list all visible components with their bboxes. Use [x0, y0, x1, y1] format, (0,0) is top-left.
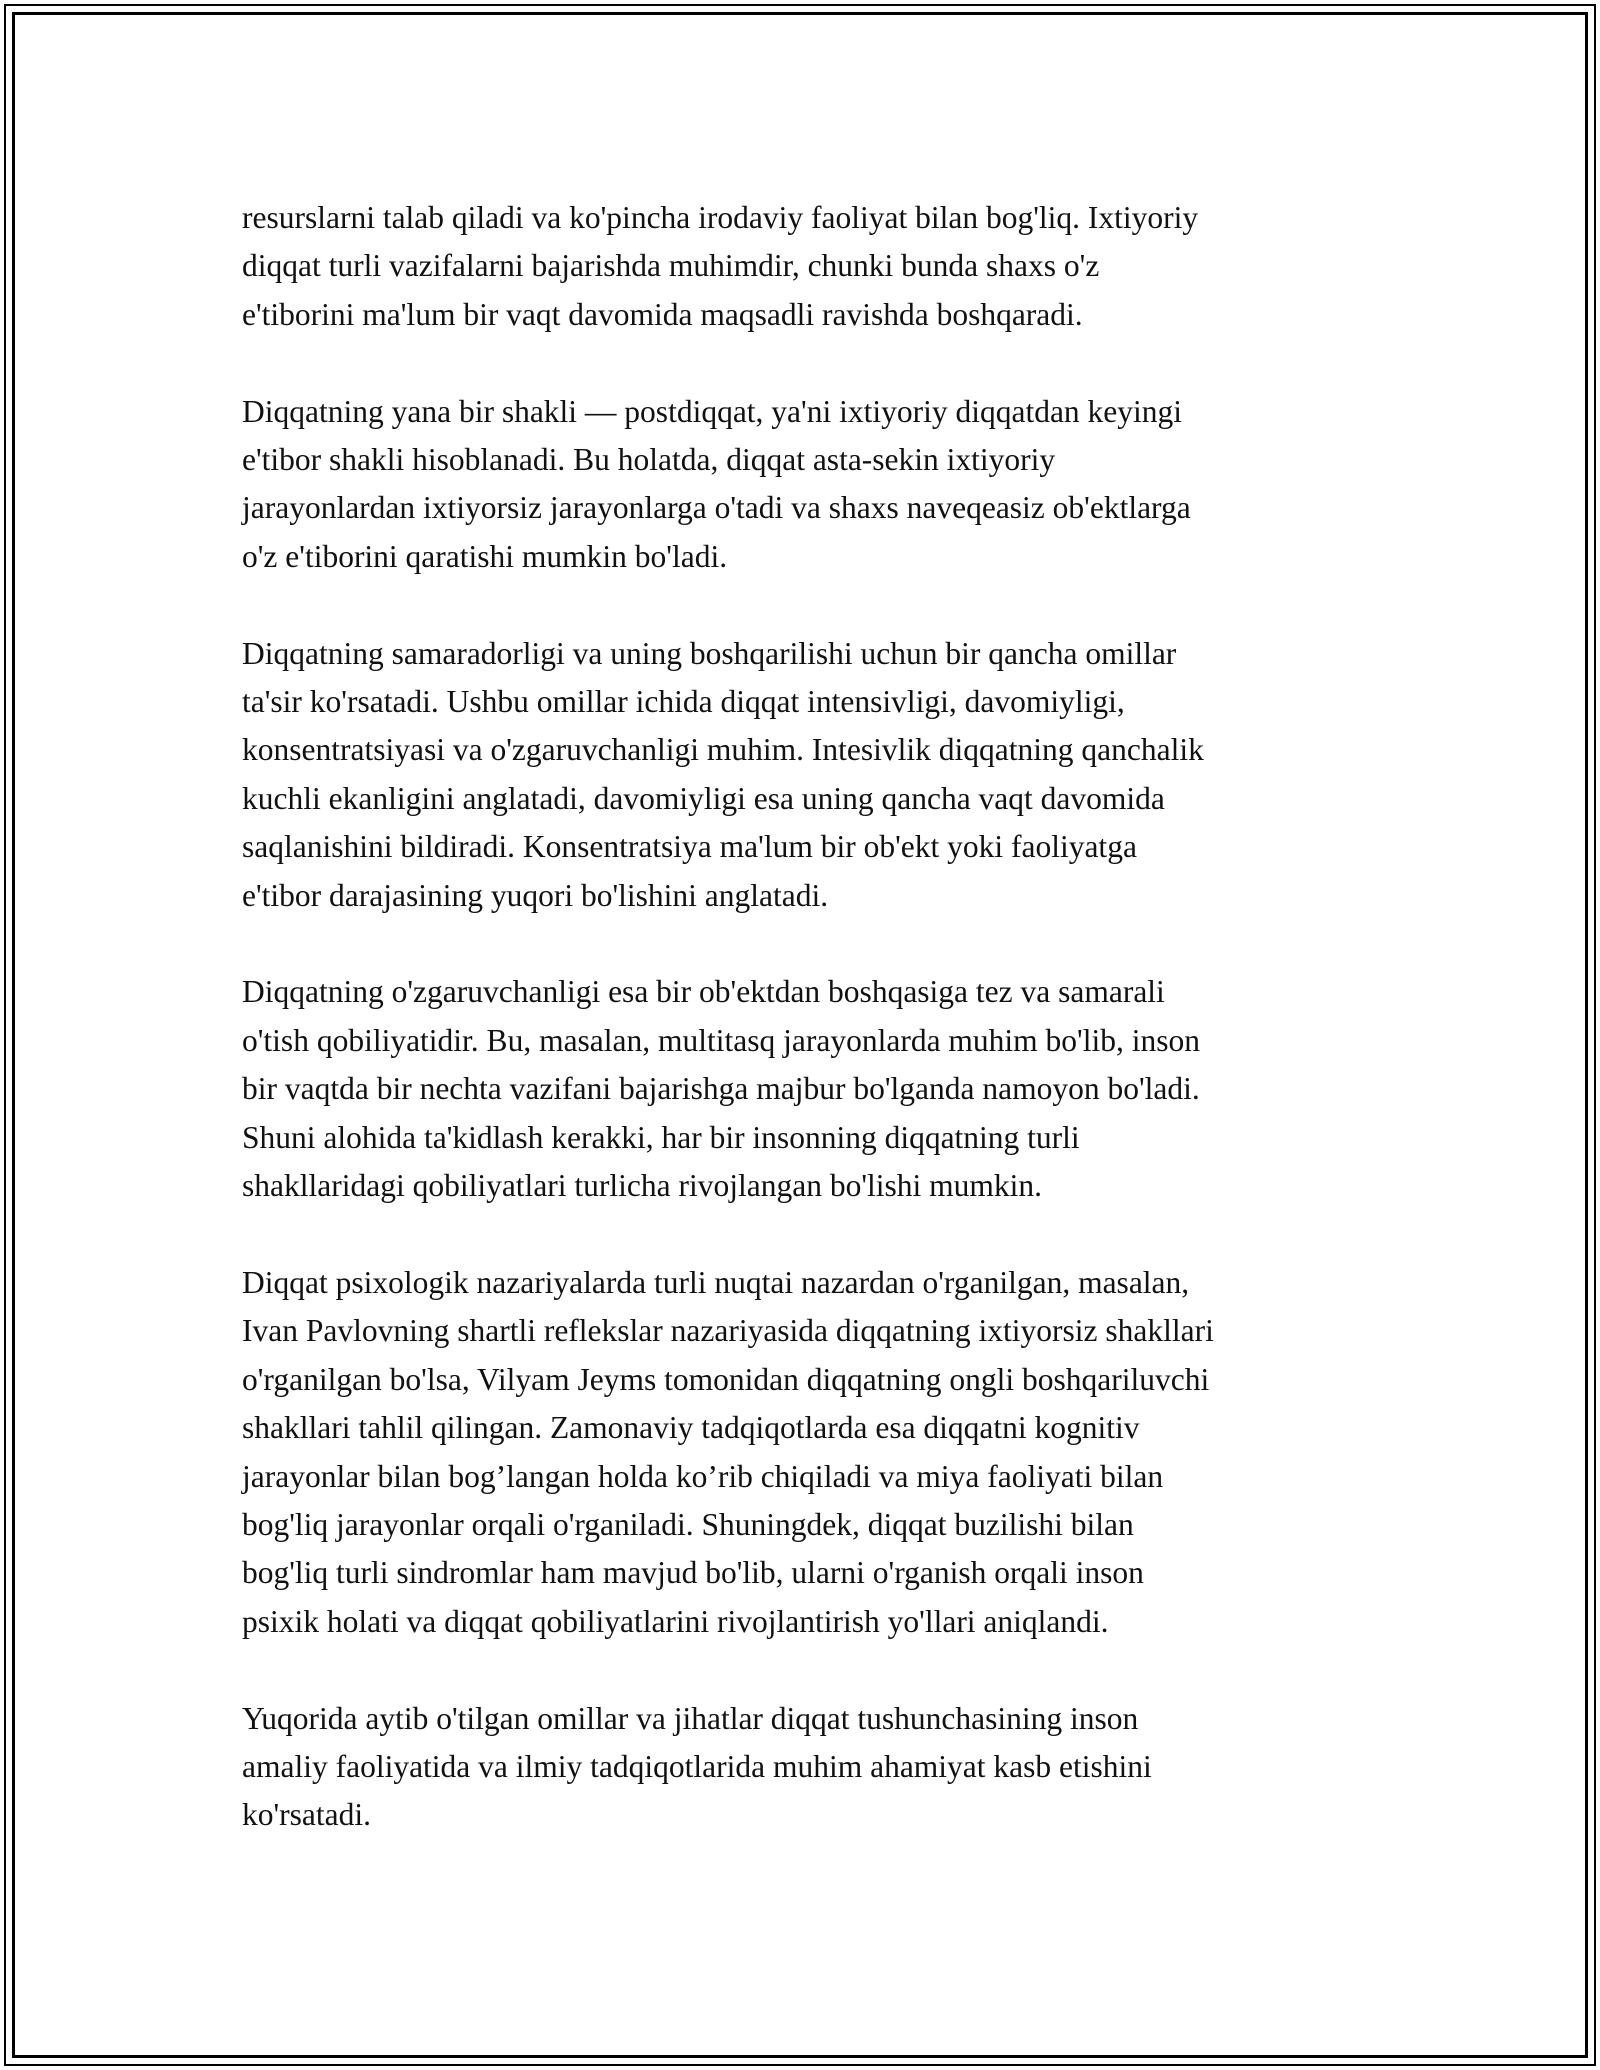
- text-line: Diqqatning yana bir shakli — postdiqqat, ya'ni ixtiyoriy diqqatdan keyingi: [242, 393, 1183, 429]
- text-line: bir vaqtda bir nechta vazifani bajarishga majbur bo'lganda namoyon bo'ladi.: [242, 1071, 1200, 1107]
- paragraph-6: [242, 1695, 1402, 1840]
- text-line: jarayonlardan ixtiyorsiz jarayonlarga o'tadi va shaxs naveqeasiz ob'ektlarga: [242, 490, 1191, 526]
- text-line: diqqat turli vazifalarni bajarishda muhimdir, chunki bunda shaxs o'z: [242, 248, 1100, 284]
- text-line: Diqqat psixologik nazariyalarda turli nuqtai nazardan o'rganilgan, masalan,: [242, 1264, 1190, 1300]
- text-line: o'z e'tiborini qaratishi mumkin bo'ladi.: [242, 538, 728, 574]
- paragraph-1: [242, 194, 1402, 339]
- text-line: bog'liq turli sindromlar ham mavjud bo'lib, ularni o'rganish orqali inson: [242, 1555, 1144, 1591]
- text-line: Yuqorida aytib o'tilgan omillar va jihatlar diqqat tushunchasining inson: [242, 1700, 1139, 1736]
- text-line: shakllari tahlil qilingan. Zamonaviy tadqiqotlarda esa diqqatni kognitiv: [242, 1410, 1140, 1446]
- text-line: Diqqatning o'zgaruvchanligi esa bir ob'ektdan boshqasiga tez va samarali: [242, 974, 1165, 1010]
- paragraph-5: [242, 1259, 1402, 1646]
- text-line: konsentratsiyasi va o'zgaruvchanligi muhim. Intesivlik diqqatning qanchalik: [242, 732, 1204, 768]
- text-line: saqlanishini bildiradi. Konsentratsiya ma'lum bir ob'ekt yoki faoliyatga: [242, 829, 1137, 865]
- text-line: o'rganilgan bo'lsa, Vilyam Jeyms tomonidan diqqatning ongli boshqariluvchi: [242, 1361, 1210, 1397]
- page-border: [4, 4, 1596, 2066]
- text-line: resurslarni talab qiladi va ko'pincha irodaviy faoliyat bilan bog'liq. Ixtiyoriy: [242, 200, 1199, 235]
- text-line: psixik holati va diqqat qobiliyatlarini rivojlantirish yo'llari aniqlandi.: [242, 1603, 1109, 1639]
- text-line: shakllaridagi qobiliyatlari turlicha rivojlangan bo'lishi mumkin.: [242, 1168, 1043, 1204]
- text-line: ta'sir ko'rsatadi. Ushbu omillar ichida diqqat intensivligi, davomiyligi,: [242, 684, 1125, 720]
- text-line: bog'liq jarayonlar orqali o'rganiladi. Shuningdek, diqqat buzilishi bilan: [242, 1506, 1134, 1542]
- document-body: [242, 194, 1402, 1888]
- text-line: e'tibor shakli hisoblanadi. Bu holatda, diqqat asta-sekin ixtiyoriy: [242, 442, 1056, 478]
- paragraph-4: [242, 968, 1402, 1210]
- text-line: kuchli ekanligini anglatadi, davomiyligi esa uning qancha vaqt davomida: [242, 780, 1165, 816]
- text-line: ko'rsatadi.: [242, 1797, 372, 1833]
- text-line: e'tiborini ma'lum bir vaqt davomida maqsadli ravishda boshqaradi.: [242, 296, 1083, 332]
- text-line: jarayonlar bilan bog’langan holda ko’rib chiqiladi va miya faoliyati bilan: [242, 1458, 1164, 1494]
- text-line: e'tibor darajasining yuqori bo'lishini anglatadi.: [242, 877, 829, 913]
- paragraph-3: [242, 630, 1402, 920]
- text-line: Ivan Pavlovning shartli reflekslar nazariyasida diqqatning ixtiyorsiz shakllari: [242, 1313, 1214, 1349]
- paragraph-2: [242, 388, 1402, 582]
- text-line: o'tish qobiliyatidir. Bu, masalan, multitasq jarayonlarda muhim bo'lib, inson: [242, 1022, 1200, 1058]
- text-line: amaliy faoliyatida va ilmiy tadqiqotlarida muhim ahamiyat kasb etishini: [242, 1748, 1152, 1784]
- text-line: Shuni alohida ta'kidlash kerakki, har bir insonning diqqatning turli: [242, 1119, 1080, 1155]
- text-line: Diqqatning samaradorligi va uning boshqarilishi uchun bir qancha omillar: [242, 635, 1177, 671]
